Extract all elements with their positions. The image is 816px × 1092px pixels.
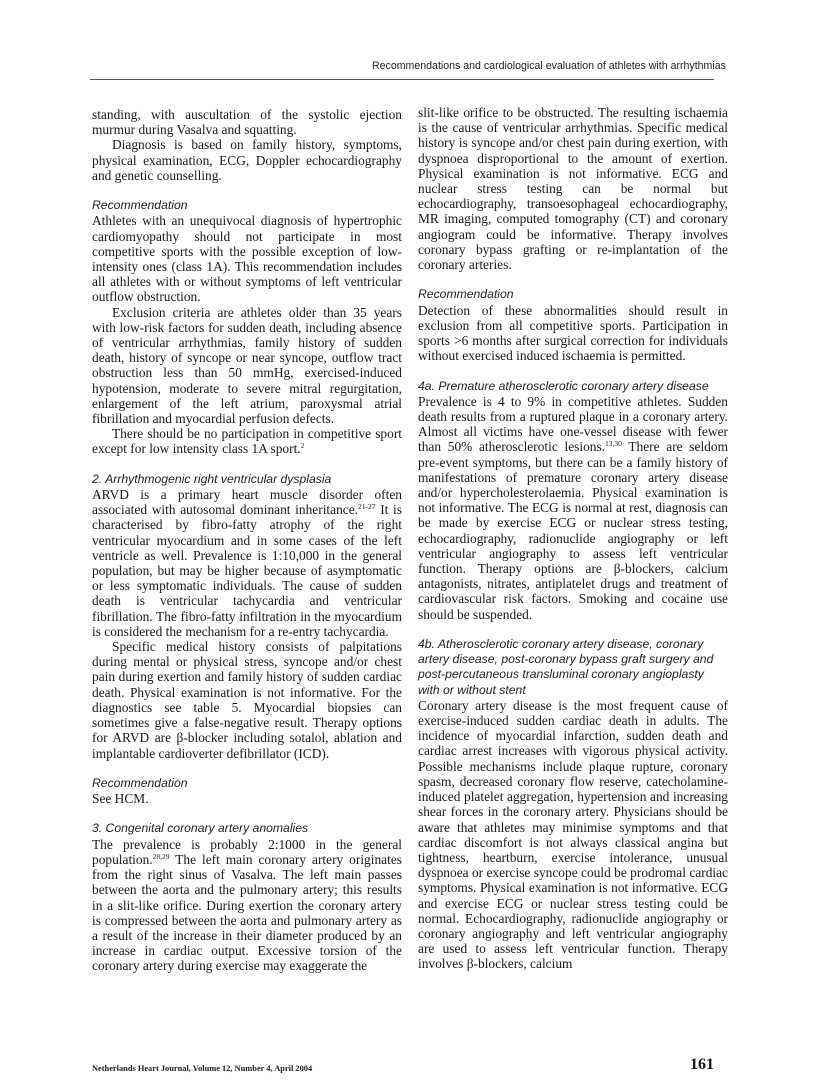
- paragraph: See HCM.: [92, 791, 149, 807]
- paragraph: Exclusion criteria are athletes older than 35 years with low-risk factors for sudden death, including absence of ventricular arrhythmias, family history of sudden death, history of syncope or near syncope, outflow tract obstruction less than 50 mmHg, exercised-induced hypotension, moderate to severe mitral regurgitation, enlargement of the left atrium, paroxysmal atrial fibrillation and myocardial perfusion defects.: [92, 304, 402, 427]
- section-heading: 2. Arrhythmogenic right ventricular dysplasia: [92, 471, 332, 486]
- paragraph: standing, with auscultation of the systolic ejection murmur during Vasalva and squatting.: [92, 107, 402, 138]
- running-title: Recommendations and cardiological evaluation of athletes with arrhythmias: [372, 60, 726, 72]
- page-number: 161: [690, 1056, 714, 1073]
- section-heading: 3. Congenital coronary artery anomalies: [92, 821, 309, 836]
- reference-superscript: 28,29: [152, 851, 170, 861]
- left-column: [92, 107, 402, 974]
- section-heading: Recommendation: [92, 198, 188, 213]
- paragraph: Diagnosis is based on family history, symptoms, physical examination, ECG, Doppler echocardiography and genetic counselling.: [92, 137, 402, 183]
- section-heading: 4b. Atherosclerotic coronary artery disease, coronary artery disease, post-coronary bypass graft surgery and post-percutaneous transluminal coronary angioplasty with or without stent: [418, 637, 714, 697]
- paragraph: [92, 487, 402, 639]
- paragraph: Athletes with an unequivocal diagnosis of hypertrophic cardiomyopathy should not participate in most competitive sports with the possible exception of low-intensity ones (class 1A). This recommendation includes all athletes with or without symptoms of left ventricular outflow obstruction.: [92, 213, 402, 305]
- reference-superscript: 21-27: [358, 502, 376, 512]
- paragraph: [92, 426, 402, 456]
- paragraph-text: There should be no participation in competitive sport except for low intensity class 1A sport.: [92, 426, 402, 457]
- paragraph: slit-like orifice to be obstructed. The resulting ischaemia is the cause of ventricular arrhythmias. Specific medical history is syncope and/or chest pain during exertion, with dyspnoea disproportional to the amount of exertion. Physical examination is not informative. ECG and nuclear stress testing can be normal but echocardiography, transoesophageal echocardiography, MR imaging, computed tomography (CT) and coronary angiogram could be informative. Therapy involves coronary bypass grafting or re-implantation of the coronary arteries.: [418, 105, 728, 273]
- reference-superscript: 13,30: [605, 439, 622, 449]
- right-column: [418, 105, 728, 972]
- paragraph: Specific medical history consists of palpitations during mental or physical stress, syncope and/or chest pain during exertion and family history of sudden cardiac death. Physical examination is not informative. For the diagnostics see table 5. Myocardial biopsies can sometimes give a false-negative result. Therapy options for ARVD are β-blocker including sotalol, ablation and implantable cardioverter defibrillator (ICD).: [92, 639, 402, 761]
- paragraph: [418, 394, 728, 622]
- section-heading: Recommendation: [92, 775, 188, 790]
- footer-journal-citation: Netherlands Heart Journal, Volume 12, Number 4, April 2004: [92, 1064, 313, 1073]
- paragraph: Coronary artery disease is the most frequent cause of exercise-induced sudden cardiac death in adults. The incidence of myocardial infarction, sudden death and cardiac arrest increases with vigorous physical activity. Possible mechanisms include plaque rupture, coronary spasm, decreased coronary flow reserve, catecholamine-induced platelet aggregation, hypertension and increasing shear forces in the coronary artery. Physicians should be aware that athletes may minimise symptoms and that cardiac discomfort is not always classical angina but tightness, heartburn, exercise intolerance, unusual dyspnoea or exercise syncope could be prodromal cardiac symptoms. Physical examination is not informative. ECG and exercise ECG or nuclear stress testing could be normal. Echocardiography, radionuclide angiography or coronary angiography and left ventricular angiography are used to assess left ventricular function. Therapy involves β-blockers, calcium: [418, 697, 728, 972]
- paragraph-text: Prevalence is 4 to 9% in competitive athletes. Sudden death results from a ruptured plaque in a coronary artery. Almost all victims have one-vessel disease with fewer than 50% atherosclerotic lesions.: [418, 393, 728, 455]
- paragraph: [92, 837, 402, 974]
- section-heading: Recommendation: [418, 287, 514, 302]
- section-heading: 4a. Premature atherosclerotic coronary artery disease: [418, 378, 709, 393]
- paragraph: Detection of these abnormalities should result in exclusion from all competitive sports. Participation in sports >6 months after surgical correction for individuals without exercised induced ischaemia is permitted.: [418, 302, 728, 364]
- header-rule: [90, 79, 714, 80]
- paragraph-text: It is characterised by fibro-fatty atrophy of the right ventricular myocardium and in some cases of the left ventricle as well. Prevalence is 1:10,000 in the general population, but may be higher because of asymptomatic or less symptomatic individuals. The cause of sudden death is ventricular tachycardia and ventricular fibrillation. The fibro-fatty infiltration in the myocardium is considered the mechanism for a re-entry tachycardia.: [92, 502, 402, 639]
- paragraph-text: The prevalence is probably 2:1000 in the general population.: [92, 836, 402, 867]
- paragraph-text: There are seldom pre-event symptoms, but there can be a family history of manifestations of premature coronary artery disease and/or hypercholesterolaemia. Physical examination is not informative. The ECG is normal at rest, diagnosis can be made by exercise ECG or nuclear stress testing, echocardiography, radionuclide angiography or left ventricular angiography to assess left ventricular function. Therapy options are β-blockers, calcium antagonists, nitrates, antiplatelet drugs and treatment of cardiovascular risk factors. Smoking and cocaine use should be suspended.: [418, 439, 728, 622]
- paragraph-text: The left main coronary artery originates from the right sinus of Vasalva. The left main passes between the aorta and the pulmonary artery; this results in a slit-like orifice. During exertion the coronary artery is compressed between the aorta and pulmonary artery as a result of the increase in their diameter produced by an increase in cardiac output. Excessive torsion of the coronary artery during exercise may exaggerate the: [92, 851, 402, 974]
- paragraph-text: ARVD is a primary heart muscle disorder often associated with autosomal dominant inheritance.: [92, 487, 402, 518]
- reference-superscript: 2: [300, 441, 305, 451]
